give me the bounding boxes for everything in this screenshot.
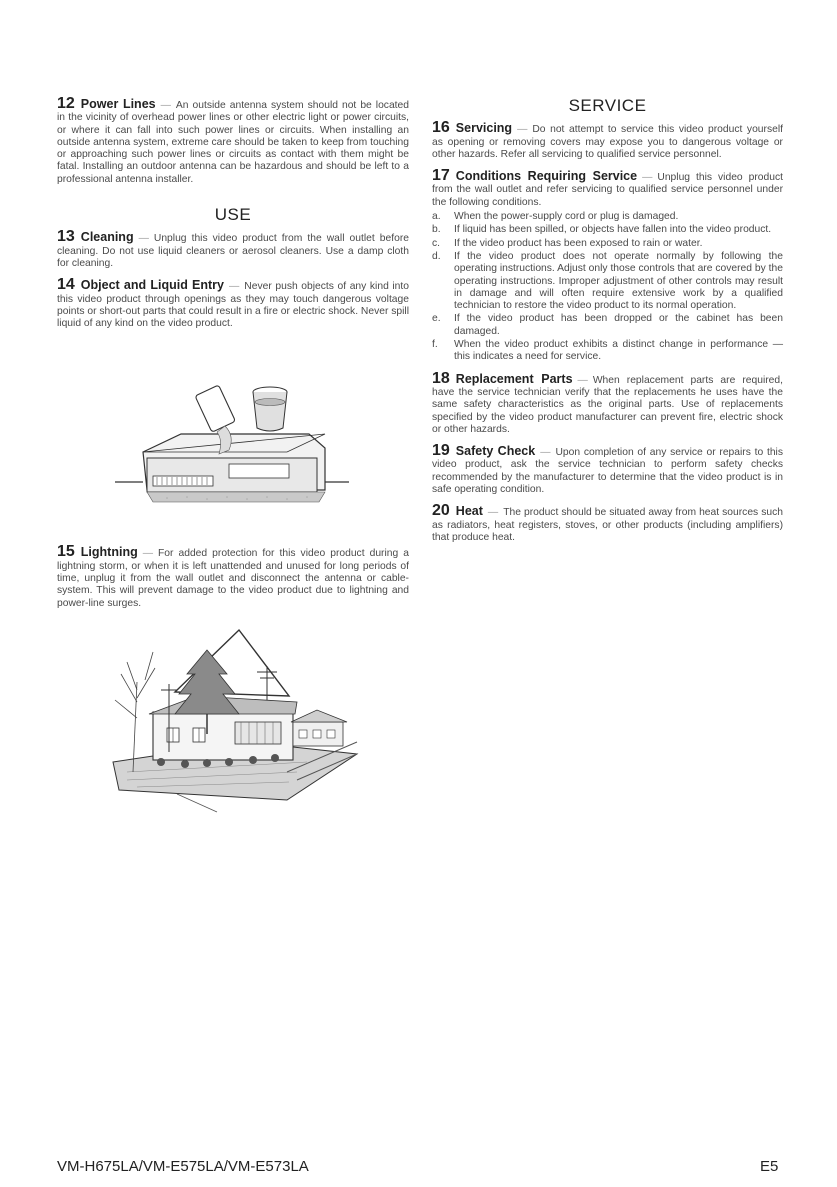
item-number: 15 — [57, 543, 75, 561]
list-item — [432, 339, 783, 364]
item-heading: Lightning — [80, 545, 138, 560]
item-text: Never push objects of any kind into this video product through openings as they may touch dangerous voltage points or short-out parts that could result in a fire or electric shock. Never spill liquid of any kind on the video product. — [57, 281, 409, 330]
list-item-text: If liquid has been spilled, or objects have fallen into the video product. — [454, 224, 772, 236]
list-item — [432, 211, 783, 223]
item-conditions-requiring-service — [432, 167, 783, 209]
item-number: 13 — [57, 228, 75, 246]
em-dash: — — [577, 374, 588, 386]
list-marker: f. — [432, 339, 438, 351]
list-marker: b. — [432, 224, 441, 236]
page-number: E5 — [760, 1158, 779, 1175]
list-item-text: When the video product exhibits a distinct change in performance — this indicates a need for service. — [454, 339, 783, 363]
item-number: 17 — [432, 167, 450, 185]
list-item — [432, 224, 783, 236]
item-text: An outside antenna system should not be located in the vicinity of overhead power lines or other electric light or power circuits, or where it can fall into such power lines or circuits. When installing an outside antenna system, extreme care should be taken to keep from touching or approaching such power lines or circuits as contact with them might be fatal. Installing an outdoor antenna can be hazardous and should be left to a professional antenna installer. — [57, 100, 410, 185]
list-marker: c. — [432, 237, 441, 249]
list-item-text: If the video product has been dropped or the cabinet has been damaged. — [454, 313, 783, 337]
item-heading: Object and Liquid Entry — [80, 278, 224, 293]
item-text: Unplug this video product from the wall outlet before cleaning. Do not use liquid cleaners or aerosol cleaners. Use a damp cloth for cleaning. — [57, 233, 409, 269]
item-text: Upon completion of any service or repairs to this video product, ask the service technician to perform safety checks recommended by the manufacturer to determine that the video product is in safe operating condition. — [432, 447, 783, 496]
item-heading: Cleaning — [80, 230, 134, 245]
em-dash: — — [487, 507, 499, 519]
list-marker: d. — [432, 250, 441, 262]
item-heat — [432, 502, 783, 544]
em-dash: — — [642, 172, 653, 184]
item-safety-check — [432, 442, 783, 496]
vcr-liquid-illustration — [57, 370, 409, 520]
item-object-liquid-entry — [57, 276, 409, 330]
item-power-lines — [57, 95, 410, 186]
item-number: 20 — [432, 502, 450, 520]
item-lightning — [57, 543, 409, 609]
em-dash: — — [229, 281, 240, 293]
item-number: 16 — [432, 119, 450, 137]
list-marker: a. — [432, 211, 441, 223]
item-text: The product should be situated away from heat sources such as radiators, heat registers, stoves, or other products (including amplifiers) that produce heat. — [432, 507, 783, 543]
item-text: For added protection for this video product during a lightning storm, or when it is left unattended and unused for long periods of time, unplug it from the wall outlet and disconnect the antenna or cable-system. This will prevent damage to the video product due to lightning and power-line surges. — [57, 548, 409, 609]
item-cleaning — [57, 228, 409, 270]
item-replacement-parts — [432, 369, 783, 436]
conditions-list — [432, 211, 783, 364]
list-item — [432, 313, 783, 338]
list-item-text: If the video product has been exposed to rain or water. — [454, 237, 703, 249]
list-item-text: If the video product does not operate normally by following the operating instructions. Adjust only those controls that are covered by the operating instructions. Improper adjustment of other controls may result in damage and will often require extensive work by a qualified technician to restore the video product to its normal operation. — [454, 250, 783, 312]
em-dash: — — [540, 447, 551, 459]
item-text: Do not attempt to service this video product yourself as opening or removing covers may expose you to dangerous voltage or other hazards. Refer all servicing to qualified service personnel. — [432, 124, 783, 160]
section-title-use: USE — [214, 205, 252, 225]
item-heading: Servicing — [455, 121, 513, 136]
item-heading: Conditions Requiring Service — [455, 169, 638, 184]
item-number: 14 — [57, 276, 75, 294]
list-marker: e. — [432, 313, 441, 325]
item-servicing — [432, 119, 783, 161]
item-heading: Heat — [455, 504, 483, 519]
list-item — [432, 238, 783, 250]
section-title-service: SERVICE — [568, 96, 647, 115]
right-column — [432, 98, 783, 553]
house-antenna-illustration — [57, 622, 409, 822]
item-text: When replacement parts are required, have the service technician verify that the replacements he uses have the same safety characteristics as the original parts. Use of replacements specified by the video product manufacturer can prevent fire, electric shock or other hazards. — [432, 374, 783, 435]
em-dash: — — [517, 124, 528, 136]
item-text: Unplug this video product from the wall outlet and refer servicing to qualified service personnel under the following conditions. — [432, 172, 783, 208]
item-heading: Safety Check — [455, 444, 536, 459]
list-item — [432, 251, 783, 312]
item-number: 18 — [432, 369, 450, 387]
footer-model-numbers: VM-H675LA/VM-E575LA/VM-E573LA — [57, 1158, 309, 1175]
left-column — [57, 95, 410, 822]
list-item-text: When the power-supply cord or plug is damaged. — [454, 211, 679, 223]
em-dash: — — [142, 548, 154, 560]
item-number: 19 — [432, 442, 450, 460]
item-heading: Replacement Parts — [455, 371, 573, 386]
em-dash: — — [138, 233, 149, 245]
item-heading: Power Lines — [80, 97, 156, 111]
item-number: 12 — [57, 95, 75, 112]
em-dash: — — [160, 100, 171, 111]
